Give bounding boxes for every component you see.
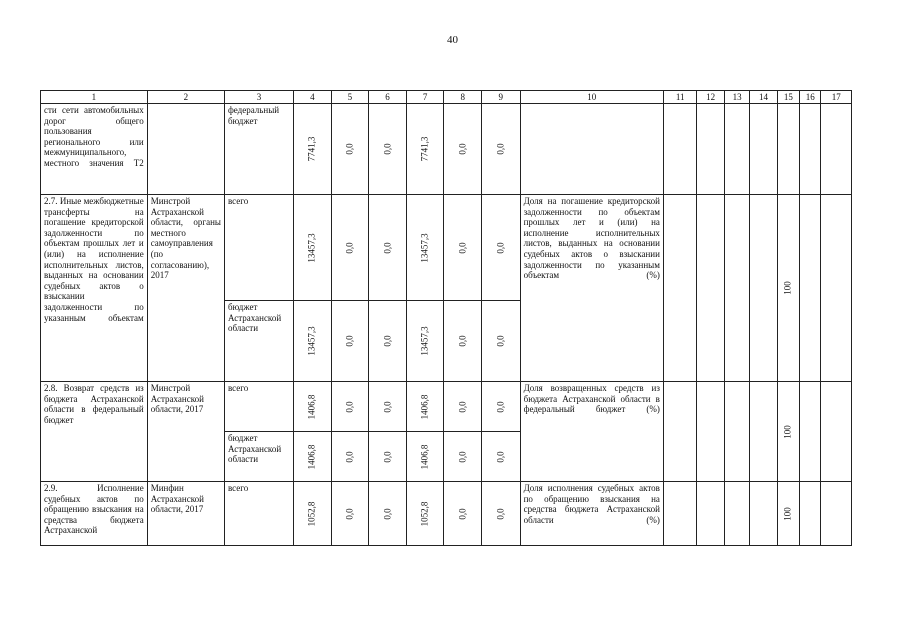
empty-cell [697, 382, 724, 482]
amount-col5 [331, 301, 369, 382]
amount-col9 [482, 104, 521, 195]
empty-cell [821, 482, 852, 546]
amount-col8 [444, 104, 482, 195]
col-header: 12 [697, 91, 724, 104]
empty-cell [697, 195, 724, 382]
col-header: 9 [482, 91, 521, 104]
executor [147, 104, 224, 195]
empty-cell [663, 195, 697, 382]
value: 0,0 [457, 450, 468, 463]
funding-source: всего [224, 482, 293, 546]
value: 13457,3 [419, 326, 430, 356]
amount-col9 [482, 482, 521, 546]
activity-name: 2.9. Исполнение судебных актов по обращению взыскания на средства бюджета Астраханской [41, 482, 148, 546]
value: 0,0 [457, 241, 468, 254]
value: 0,0 [495, 335, 506, 347]
funding-source: всего [224, 382, 293, 432]
funding-source: бюджет Астраханской области [224, 301, 293, 382]
target-value [777, 482, 799, 546]
table-row [41, 104, 852, 195]
amount-col5 [331, 482, 369, 546]
value: 0,0 [382, 335, 393, 347]
header-row [41, 91, 852, 104]
value: 1052,8 [307, 501, 318, 526]
empty-cell [697, 482, 724, 546]
value: 1406,8 [419, 394, 430, 419]
empty-cell [750, 482, 777, 546]
value: 0,0 [382, 507, 393, 520]
amount-col8 [444, 301, 482, 382]
value: 1052,8 [419, 501, 430, 526]
value: 0,0 [344, 400, 355, 413]
value: 0,0 [344, 241, 355, 254]
empty-cell [800, 195, 821, 382]
col-header: 10 [520, 91, 663, 104]
amount-col9 [482, 301, 521, 382]
col-header: 3 [224, 91, 293, 104]
amount-col7 [406, 482, 444, 546]
value: 0,0 [344, 507, 355, 520]
value: 1406,8 [419, 444, 430, 469]
empty-cell [724, 104, 749, 195]
value: 7741,3 [419, 136, 430, 162]
amount-col5 [331, 432, 369, 482]
table-row [41, 382, 852, 432]
value: 0,0 [457, 143, 468, 155]
value: 0,0 [457, 507, 468, 520]
value: 13457,3 [307, 232, 318, 263]
indicator: Доля на погашение кредиторской задолженности по объектам прошлых лет и (или) на исполнение исполнительных листов, выданных на основании судебных актов о взыскании задолженности по указанным объектам (%) [520, 195, 663, 382]
amount-total [294, 482, 332, 546]
col-header: 11 [663, 91, 697, 104]
page-number: 40 [447, 34, 458, 46]
amount-col5 [331, 104, 369, 195]
amount-col6 [369, 301, 407, 382]
value: 0,0 [344, 450, 355, 463]
indicator [520, 104, 663, 195]
empty-cell [777, 104, 799, 195]
empty-cell [750, 195, 777, 382]
col-header: 2 [147, 91, 224, 104]
value: 0,0 [495, 450, 506, 463]
funding-source: федеральный бюджет [224, 104, 293, 195]
value: 1406,8 [307, 394, 318, 419]
amount-col9 [482, 432, 521, 482]
amount-col7 [406, 104, 444, 195]
amount-col7 [406, 432, 444, 482]
amount-col7 [406, 301, 444, 382]
amount-col6 [369, 104, 407, 195]
amount-total [294, 432, 332, 482]
value: 0,0 [495, 400, 506, 413]
value: 100 [783, 506, 794, 521]
value: 7741,3 [307, 136, 318, 162]
empty-cell [750, 382, 777, 482]
col-header: 5 [331, 91, 369, 104]
amount-total [294, 382, 332, 432]
amount-col8 [444, 382, 482, 432]
empty-cell [663, 382, 697, 482]
empty-cell [663, 104, 697, 195]
table-row [41, 195, 852, 301]
value: 0,0 [344, 335, 355, 347]
value: 0,0 [382, 143, 393, 155]
col-header: 13 [724, 91, 749, 104]
empty-cell [821, 382, 852, 482]
indicator: Доля возвращенных средств из бюджета Астраханской области в федеральный бюджет (%) [520, 382, 663, 482]
amount-col6 [369, 195, 407, 301]
executor: Минфин Астраханской области, 2017 [147, 482, 224, 546]
funding-source: бюджет Астраханской области [224, 432, 293, 482]
col-header: 1 [41, 91, 148, 104]
empty-cell [800, 382, 821, 482]
activity-name: 2.8. Возврат средств из бюджета Астраханской области в федеральный бюджет [41, 382, 148, 482]
empty-cell [821, 195, 852, 382]
col-header: 8 [444, 91, 482, 104]
col-header: 17 [821, 91, 852, 104]
amount-col8 [444, 482, 482, 546]
amount-col9 [482, 195, 521, 301]
col-header: 4 [294, 91, 332, 104]
empty-cell [724, 382, 749, 482]
value: 0,0 [344, 143, 355, 155]
value: 1406,8 [307, 444, 318, 469]
value: 13457,3 [307, 326, 318, 356]
value: 0,0 [457, 400, 468, 413]
value: 100 [783, 281, 794, 295]
empty-cell [724, 195, 749, 382]
col-header: 16 [800, 91, 821, 104]
value: 100 [783, 424, 794, 439]
amount-col8 [444, 195, 482, 301]
amount-col6 [369, 382, 407, 432]
value: 0,0 [495, 143, 506, 155]
col-header: 14 [750, 91, 777, 104]
executor: Минстрой Астраханской области, органы местного самоуправления (по согласованию), 2017 [147, 195, 224, 382]
value: 0,0 [382, 241, 393, 254]
indicator: Доля исполнения судебных актов по обращению взыскания на средства бюджета Астраханской области (%) [520, 482, 663, 546]
amount-col6 [369, 482, 407, 546]
amount-col7 [406, 382, 444, 432]
empty-cell [663, 482, 697, 546]
col-header: 6 [369, 91, 407, 104]
amount-total [294, 301, 332, 382]
empty-cell [724, 482, 749, 546]
executor: Минстрой Астраханской области, 2017 [147, 382, 224, 482]
amount-col5 [331, 195, 369, 301]
amount-col6 [369, 432, 407, 482]
value: 13457,3 [419, 232, 430, 263]
col-header: 15 [777, 91, 799, 104]
value: 0,0 [495, 507, 506, 520]
program-table [40, 90, 852, 546]
activity-name: 2.7. Иные межбюджетные трансферты на погашение кредиторской задолженности по объектам прошлых лет и (или) на исполнение исполнительных листов, выданных на основании судебных актов о взыскании задолженности по указанным объектам [41, 195, 148, 382]
target-value [777, 195, 799, 382]
empty-cell [800, 482, 821, 546]
empty-cell [800, 104, 821, 195]
amount-col5 [331, 382, 369, 432]
amount-col7 [406, 195, 444, 301]
empty-cell [750, 104, 777, 195]
target-value [777, 382, 799, 482]
empty-cell [821, 104, 852, 195]
value: 0,0 [457, 335, 468, 347]
funding-source: всего [224, 195, 293, 301]
amount-col9 [482, 382, 521, 432]
value: 0,0 [495, 241, 506, 254]
amount-col8 [444, 432, 482, 482]
activity-name: сти сети автомобильных дорог общего пользования регионального или межмуниципального, местного значения Т2 [41, 104, 148, 195]
value: 0,0 [382, 450, 393, 463]
empty-cell [697, 104, 724, 195]
amount-total [294, 195, 332, 301]
amount-total [294, 104, 332, 195]
value: 0,0 [382, 400, 393, 413]
col-header: 7 [406, 91, 444, 104]
table-row [41, 482, 852, 546]
